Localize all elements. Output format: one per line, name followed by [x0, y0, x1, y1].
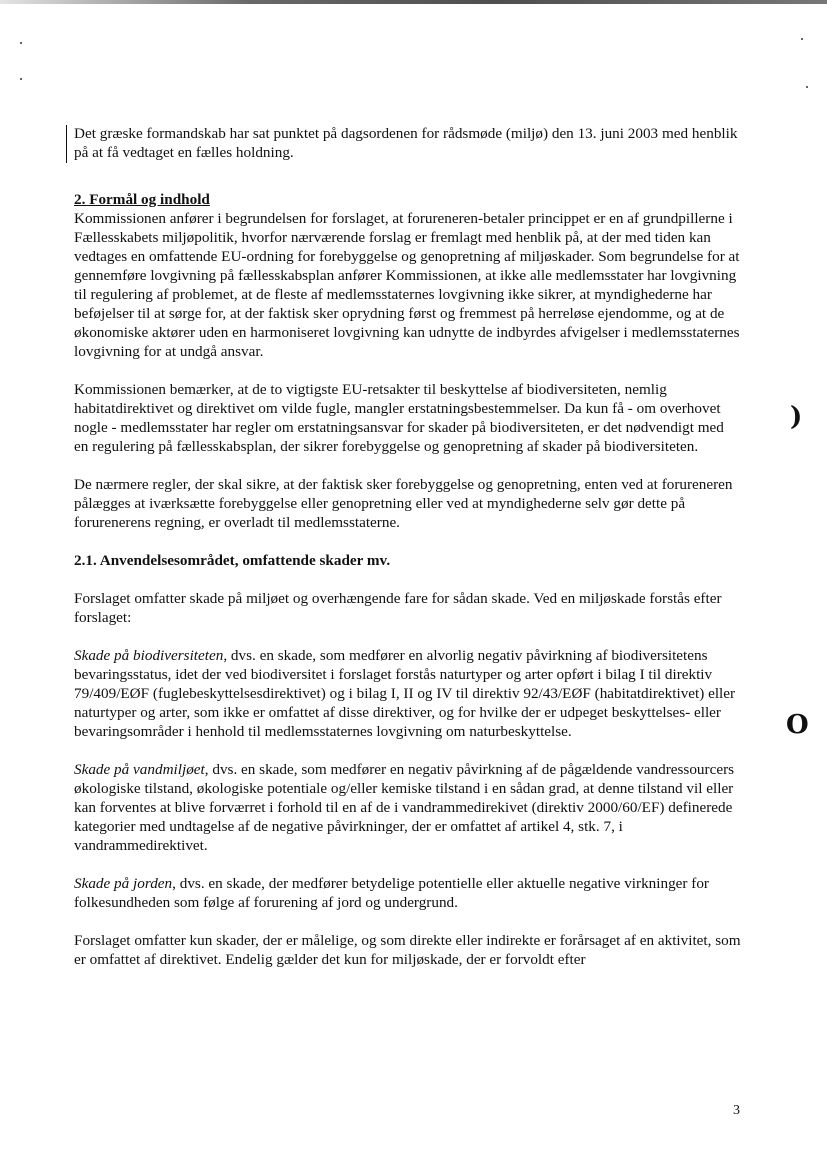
land-definition: [74, 874, 742, 912]
water-text: , dvs. en skade, som medfører en negativ påvirkning af de pågældende vandressourcers økologiske tilstand, økologiske potentiale og/eller kemiske tilstand i en sådan grad, at denne tilstand vil eller kan forventes at blive forværret i forhold til en af de i vandrammedirekivet (direktiv 2000/60/EF) definerede kategorier med undtagelse af de negative påvirkninger, der er omfattet af artikel 4, stk. 7, i vandrammedirektivet.: [74, 761, 735, 854]
biodiversity-term: Skade på biodiversiteten: [74, 647, 224, 664]
land-term: Skade på jorden: [74, 875, 173, 892]
biodiversity-definition: [74, 646, 742, 741]
scan-speck: [20, 78, 22, 80]
document-body: [74, 124, 742, 969]
page-number: 3: [733, 1103, 740, 1118]
change-bar: [66, 125, 67, 163]
intro-paragraph: Det græske formandskab har sat punktet på dagsordenen for rådsmøde (miljø) den 13. juni 2003 med henblik på at få vedtaget en fælles holdning.: [74, 125, 738, 161]
water-definition: [74, 760, 742, 855]
biodiversity-text: , dvs. en skade, som medfører en alvorlig negativ påvirkning af biodiversitetens bevaringsstatus, idet der ved biodiversitet i forslaget forstås naturtyper og arter opført i bilag I til direktiv 79/409/EØF (fuglebeskyttelsesdirektivet) og i bilag I, II og IV til direktiv 92/43/EØF (habitatdirektivet) eller naturtyper og arter, som ikke er omfattet af disse direktiver, og for hvilke der er udpeget beskyttelses- eller bevaringsområder i henhold til medlemsstaternes lovgivning om naturbeskyttelse.: [74, 647, 736, 740]
binder-hole-mark: O: [786, 710, 809, 740]
scan-top-rule: [0, 0, 827, 4]
section-2-1-heading: 2.1. Anvendelsesområdet, omfattende skader mv.: [74, 552, 391, 569]
binder-hole-mark: ): [790, 402, 803, 432]
water-term: Skade på vandmiljøet: [74, 761, 205, 778]
scan-speck: [801, 38, 803, 40]
section-2-paragraph-2: Kommissionen bemærker, at de to vigtigste EU-retsakter til beskyttelse af biodiversiteten, nemlig habitatdirektivet og direktivet om vilde fugle, mangler erstatningsbestemmelser. Da kun få - om overhovet nogle - medlemsstater har regler om erstatningsansvar for skader på biodiversiteten, er det nødvendigt med en regulering på fællesskabsplan, der sikrer forebyggelse og genopretning af skader på biodiversiteten.: [74, 381, 724, 455]
land-text: , dvs. en skade, der medfører betydelige potentielle eller aktuelle negative virkninger for folkesundheden som følge af forurening af jord og undergrund.: [74, 875, 709, 911]
section-2-heading: 2. Formål og indhold: [74, 191, 210, 208]
section-2-1-last-paragraph: Forslaget omfatter kun skader, der er målelige, og som direkte eller indirekte er forårsaget af en aktivitet, som er omfattet af direktivet. Endelig gælder det kun for miljøskade, der er forvoldt efter: [74, 932, 741, 968]
scan-speck: [20, 42, 22, 44]
section-2-paragraph-3: De nærmere regler, der skal sikre, at der faktisk sker forebyggelse og genopretning, enten ved at forureneren pålægges at iværksætte forebyggelse eller genopretning eller ved at myndighederne selv gør dette på forurenerens regning, er overladt til medlemsstaterne.: [74, 476, 733, 531]
section-2-paragraph-1: Kommissionen anfører i begrundelsen for forslaget, at forureneren-betaler princippet er en af grundpillerne i Fællesskabets miljøpolitik, hvorfor nærværende forslag er fremlagt med henblik på, at der med tiden kan vedtages en omfattende EU-ordning for forebyggelse og genopretning af miljøskader. Som begrundelse for at gennemføre lovgivning på fællesskabsplan anfører Kommissionen, at ikke alle medlemsstater har lovgivning til regulering af problemet, at de fleste af medlemsstaternes lovgivning ikke sikrer, at myndighederne har beføjelser til at sørge for, at der faktisk sker oprydning først og fremmest på herreløse ejendomme, og at de økonomiske aktører uden en harmoniseret lovgivning kan udnytte de indbyrdes afvigelser i medlemsstaternes lovgivning for at undgå ansvar.: [74, 210, 740, 360]
section-2-1-paragraph-1: Forslaget omfatter skade på miljøet og overhængende fare for sådan skade. Ved en miljøskade forstås efter forslaget:: [74, 590, 722, 626]
scan-speck: [806, 86, 808, 88]
